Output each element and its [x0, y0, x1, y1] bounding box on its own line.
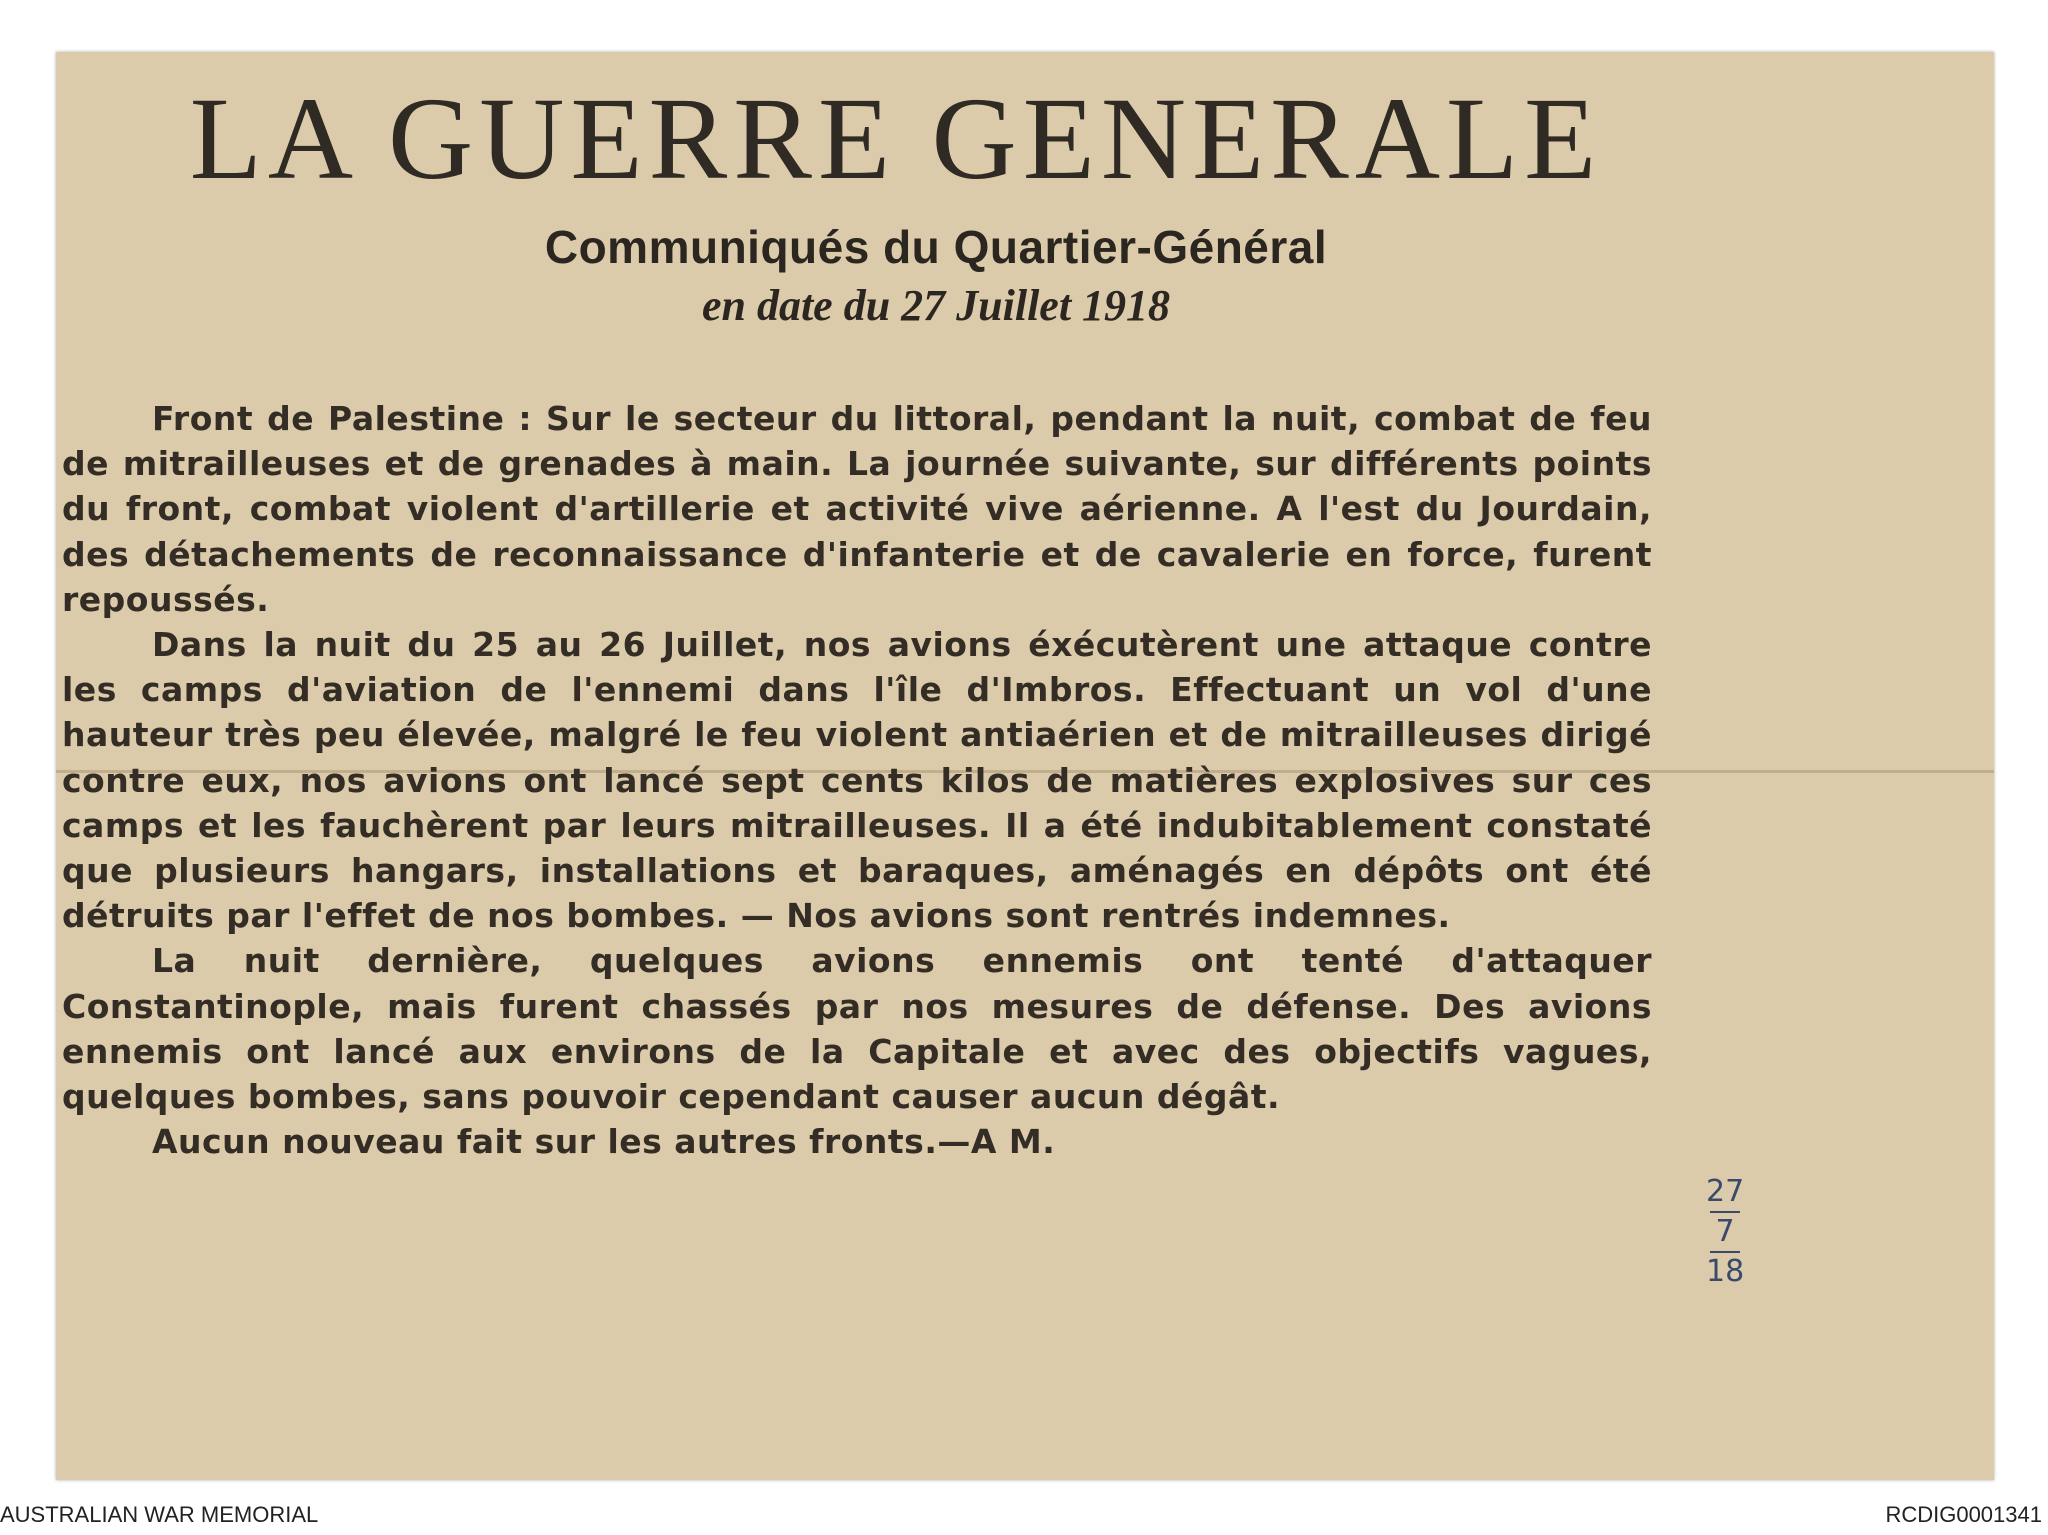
- article-body: [62, 396, 1652, 1164]
- annotation-month: 7: [1715, 1214, 1735, 1249]
- masthead-title: LA GUERRE GENERALE: [189, 73, 1603, 204]
- paragraph-constantinople: La nuit dernière, quelques avions ennemis ont tenté d'attaquer Constantinople, mais furent chassés par nos mesures de défense. Des avions ennemis ont lancé aux environs de la Capitale et avec des objectifs vagues, quelques bombes, sans pouvoir cependant causer aucun dégât.: [62, 941, 1652, 1117]
- annotation-divider: [1710, 1211, 1740, 1213]
- annotation-day: 27: [1706, 1174, 1745, 1209]
- subtitle: Communiqués du Quartier-Général: [544, 221, 1328, 273]
- footer-catalog-id: RCDIG0001341: [1885, 1502, 2042, 1527]
- paragraph-signoff: Aucun nouveau fait sur les autres fronts.—A M.: [152, 1122, 1056, 1162]
- footer-institution: AUSTRALIAN WAR MEMORIAL: [0, 1502, 319, 1527]
- annotation-year: 18: [1706, 1254, 1745, 1289]
- handwritten-date-annotation: [1706, 1174, 1745, 1289]
- newspaper-clipping: [56, 52, 1994, 1480]
- paragraph-palestine-front: Front de Palestine : Sur le secteur du littoral, pendant la nuit, combat de feu de mitrailleuses et de grenades à main. La journée suivante, sur différents points du front, combat violent d'artillerie et activité vive aérienne. A l'est du Jourdain, des détachements de reconnaissance d'infanterie et de cavalerie en force, furent repoussés.: [62, 399, 1652, 619]
- paragraph-air-raid-imbros: Dans la nuit du 25 au 26 Juillet, nos avions éxécutèrent une attaque contre les camps d'aviation de l'ennemi dans l'île d'Imbros. Effectuant un vol d'une hauteur très peu élevée, malgré le feu violent antiaérien et de mitrailleuses dirigé contre eux, nos avions ont lancé sept cents kilos de matières explosives sur ces camps et les fauchèrent par leurs mitrailleuses. Il a été indubitablement constaté que plusieurs hangars, installations et baraques, aménagés en dépôts ont été détruits par l'effet de nos bombes. — Nos avions sont rentrés indemnes.: [62, 625, 1652, 936]
- annotation-divider: [1710, 1251, 1740, 1253]
- dateline: en date du 27 Juillet 1918: [701, 281, 1171, 330]
